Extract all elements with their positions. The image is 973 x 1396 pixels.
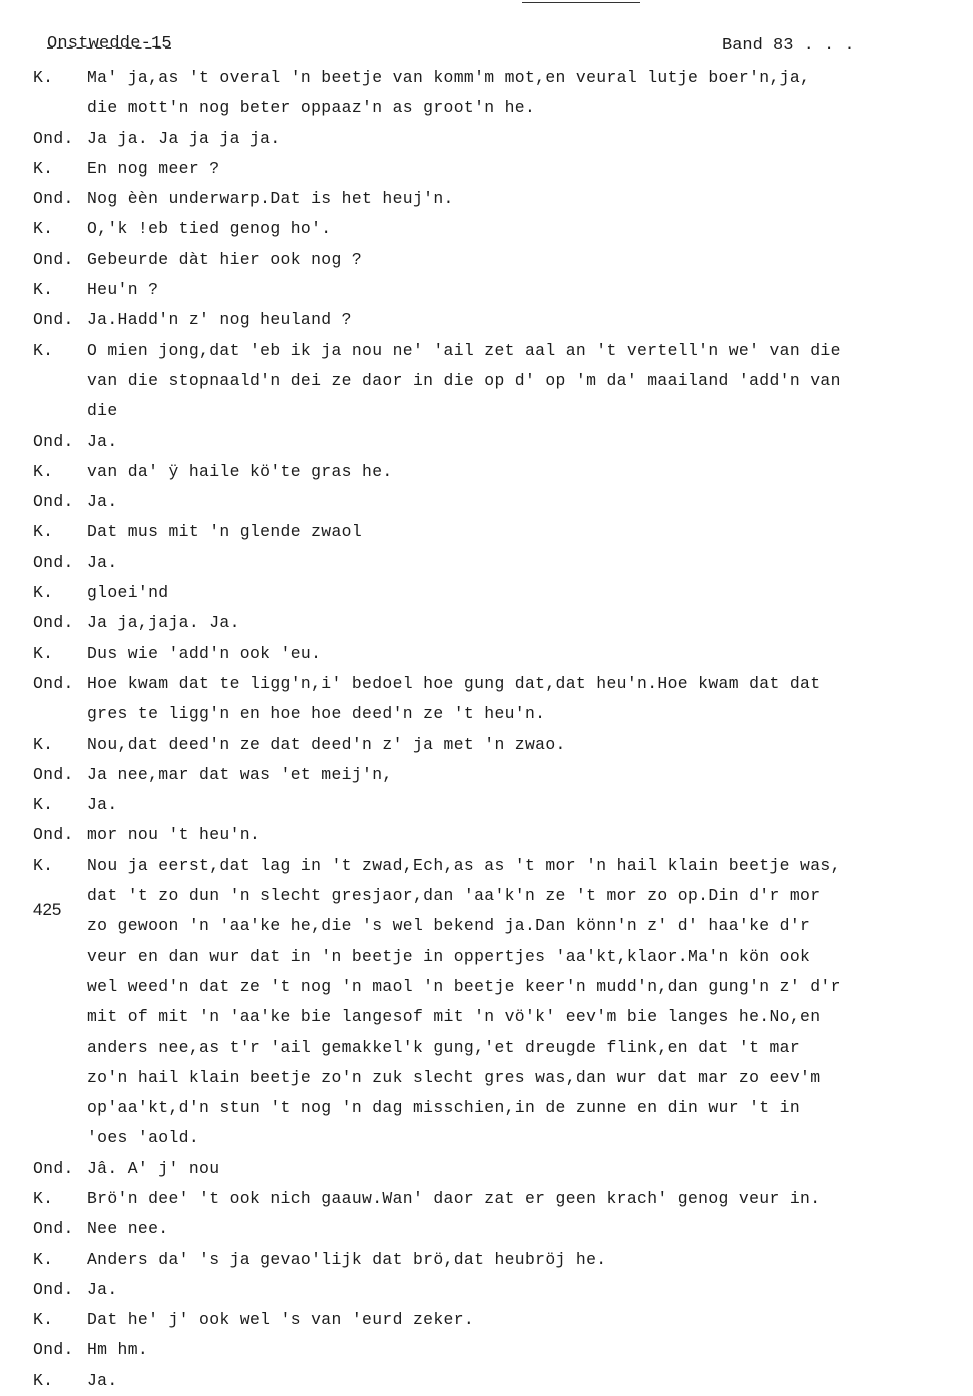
utterance-line: Ja ja. Ja ja ja ja. [87, 128, 281, 148]
speaker-label: K. [33, 1370, 54, 1390]
utterance-text [87, 1184, 927, 1214]
utterance-line: Ja ja,jaja. Ja. [87, 613, 240, 633]
utterance-line: Ja.Hadd'n z' nog heuland ? [87, 310, 352, 330]
speaker-label: K. [33, 68, 54, 87]
utterance-line: Hoe kwam dat te ligg'n,i' bedoel hoe gung dat,dat heu'n.Hoe kwam dat dat [87, 673, 821, 693]
transcript-turn [33, 790, 933, 820]
transcript-turn [33, 154, 933, 184]
transcript-turn [33, 1154, 933, 1184]
speaker-label: Ond. [33, 552, 74, 572]
utterance-line: wel weed'n dat ze 't nog 'n maol 'n beetje keer'n mudd'n,dan gung'n z' d'r [87, 976, 841, 996]
utterance-line: Nog èèn underwarp.Dat is het heuj'n. [87, 189, 454, 209]
speaker-label: Ond. [33, 825, 74, 845]
utterance-text [87, 851, 927, 1154]
utterance-line: Jâ. A' j' nou [87, 1158, 220, 1178]
transcript-turn [33, 245, 933, 275]
utterance-text [87, 1275, 927, 1305]
transcript-turn [33, 1335, 933, 1365]
speaker-label: K. [33, 158, 54, 178]
utterance-line: Ja. [87, 1370, 118, 1390]
speaker-label: Ond. [33, 1279, 74, 1299]
transcript-turn [33, 63, 933, 124]
utterance-text [87, 184, 927, 214]
transcript-body [33, 63, 933, 1396]
utterance-line: die [87, 401, 118, 421]
speaker-label: K. [33, 522, 54, 542]
utterance-text [87, 760, 927, 790]
transcript-turn [33, 487, 933, 517]
utterance-line: Nee nee. [87, 1219, 169, 1239]
transcript-turn [33, 669, 933, 730]
document-id: Onstwedde-15 [47, 34, 172, 53]
utterance-text [87, 1214, 927, 1244]
utterance-text [87, 1335, 927, 1365]
speaker-label: Ond. [33, 492, 74, 512]
utterance-line: anders nee,as t'r 'ail gemakkel'k gung,'et dreugde flink,en dat 't mar [87, 1037, 801, 1057]
utterance-line: gres te ligg'n en hoe hoe deed'n ze 't heu'n. [87, 704, 546, 724]
utterance-line: zo'n hail klain beetje zo'n zuk slecht gres was,dan wur dat mar zo eev'm [87, 1067, 821, 1087]
transcript-turn [33, 578, 933, 608]
transcript-turn [33, 639, 933, 669]
utterance-text [87, 1366, 927, 1396]
utterance-line: Dus wie 'add'n ook 'eu. [87, 643, 322, 663]
transcript-turn [33, 184, 933, 214]
speaker-label: Ond. [33, 673, 74, 693]
utterance-line: Ja. [87, 795, 118, 815]
speaker-label: K. [33, 1249, 54, 1269]
utterance-line: zo gewoon 'n 'aa'ke he,die 's wel bekend ja.Dan könn'n z' d' haa'ke d'r [87, 916, 811, 936]
transcript-turn [33, 427, 933, 457]
speaker-label: Ond. [33, 613, 74, 633]
transcript-turn [33, 1275, 933, 1305]
transcript-turn [33, 1184, 933, 1214]
speaker-label: Ond. [33, 1219, 74, 1239]
speaker-label: Ond. [33, 189, 74, 209]
speaker-label: K. [33, 340, 54, 360]
speaker-label: K. [33, 1188, 54, 1208]
utterance-line: veur en dan wur dat in 'n beetje in oppertjes 'aa'kt,klaor.Ma'n kön ook [87, 946, 811, 966]
transcript-turn [33, 1305, 933, 1335]
utterance-line: Ja nee,mar dat was 'et meij'n, [87, 764, 393, 784]
utterance-line: Gebeurde dàt hier ook nog ? [87, 249, 363, 269]
transcript-turn [33, 305, 933, 335]
utterance-text [87, 1305, 927, 1335]
speaker-label: K. [33, 855, 54, 875]
utterance-text [87, 608, 927, 638]
speaker-label: Ond. [33, 310, 74, 330]
utterance-line: O mien jong,dat 'eb ik ja nou ne' 'ail zet aal an 't vertell'n we' van die [87, 340, 841, 360]
speaker-label: K. [33, 643, 54, 663]
utterance-text [87, 487, 927, 517]
transcript-turn [33, 336, 933, 427]
speaker-label: K. [33, 795, 54, 815]
transcript-turn [33, 1214, 933, 1244]
speaker-label: Ond. [33, 1340, 74, 1360]
speaker-label: K. [33, 461, 54, 481]
utterance-text [87, 820, 927, 850]
top-rule [522, 2, 640, 3]
speaker-label: K. [33, 734, 54, 754]
utterance-text [87, 790, 927, 820]
transcript-turn [33, 214, 933, 244]
transcript-turn [33, 457, 933, 487]
transcript-turn [33, 1366, 933, 1396]
speaker-label: K. [33, 280, 54, 300]
speaker-label: K. [33, 1310, 54, 1330]
utterance-line: die mott'n nog beter oppaaz'n as groot'n he. [87, 98, 536, 118]
speaker-label: Ond. [33, 249, 74, 269]
utterance-line: Ja. [87, 492, 118, 512]
utterance-text [87, 427, 927, 457]
utterance-text [87, 1154, 927, 1184]
utterance-text [87, 63, 927, 124]
utterance-text [87, 517, 927, 547]
tape-number: Band 83 . . . [722, 36, 855, 55]
speaker-label: K. [33, 583, 54, 603]
utterance-line: Ja. [87, 1279, 118, 1299]
utterance-line: Brö'n dee' 't ook nich gaauw.Wan' daor zat er geen krach' genog veur in. [87, 1188, 821, 1208]
utterance-line: Ja. [87, 552, 118, 572]
utterance-text [87, 214, 927, 244]
utterance-text [87, 275, 927, 305]
utterance-line: dat 't zo dun 'n slecht gresjaor,dan 'aa'k'n ze 't mor zo op.Din d'r mor [87, 886, 821, 906]
utterance-line: van da' ÿ haile kö'te gras he. [87, 461, 393, 481]
utterance-text [87, 457, 927, 487]
transcript-turn [33, 1245, 933, 1275]
utterance-line: Anders da' 's ja gevao'lijk dat brö,dat heubröj he. [87, 1249, 607, 1269]
utterance-line: Nou ja eerst,dat lag in 't zwad,Ech,as as 't mor 'n hail klain beetje was, [87, 855, 841, 875]
utterance-line: Dat mus mit 'n glende zwaol [87, 522, 363, 542]
speaker-label: Ond. [33, 431, 74, 451]
utterance-line: op'aa'kt,d'n stun 't nog 'n dag misschien,in de zunne en din wur 't in [87, 1098, 801, 1118]
utterance-text [87, 336, 927, 427]
utterance-text [87, 124, 927, 154]
transcript-turn [33, 820, 933, 850]
utterance-line: Ja. [87, 431, 118, 451]
transcript-turn [33, 730, 933, 760]
utterance-line: Ma' ja,as 't overal 'n beetje van komm'm mot,en veural lutje boer'n,ja, [87, 68, 811, 87]
transcript-turn [33, 851, 933, 1154]
utterance-text [87, 669, 927, 730]
utterance-line: En nog meer ? [87, 158, 220, 178]
margin-number: 425 [33, 900, 62, 919]
utterance-text [87, 578, 927, 608]
utterance-text [87, 548, 927, 578]
utterance-text [87, 639, 927, 669]
speaker-label: K. [33, 219, 54, 239]
utterance-line: Nou,dat deed'n ze dat deed'n z' ja met 'n zwao. [87, 734, 566, 754]
utterance-line: mit of mit 'n 'aa'ke bie langesof mit 'n vö'k' eev'm bie langes he.No,en [87, 1007, 821, 1027]
utterance-text [87, 305, 927, 335]
utterance-line: Dat he' j' ook wel 's van 'eurd zeker. [87, 1310, 475, 1330]
transcript-turn [33, 608, 933, 638]
utterance-line: Hm hm. [87, 1340, 149, 1360]
transcript-turn [33, 517, 933, 547]
transcript-turn [33, 275, 933, 305]
utterance-line: O,'k !eb tied genog ho'. [87, 219, 332, 239]
transcript-turn [33, 124, 933, 154]
utterance-text [87, 245, 927, 275]
speaker-label: Ond. [33, 764, 74, 784]
utterance-line: van die stopnaald'n dei ze daor in die op d' op 'm da' maailand 'add'n van [87, 370, 841, 390]
utterance-text [87, 1245, 927, 1275]
speaker-label: Ond. [33, 128, 74, 148]
speaker-label: Ond. [33, 1158, 74, 1178]
transcript-turn [33, 760, 933, 790]
transcript-turn [33, 548, 933, 578]
utterance-line: 'oes 'aold. [87, 1128, 200, 1148]
utterance-line: Heu'n ? [87, 280, 159, 300]
utterance-text [87, 730, 927, 760]
utterance-line: gloei'nd [87, 583, 169, 603]
utterance-text [87, 154, 927, 184]
utterance-line: mor nou 't heu'n. [87, 825, 261, 845]
